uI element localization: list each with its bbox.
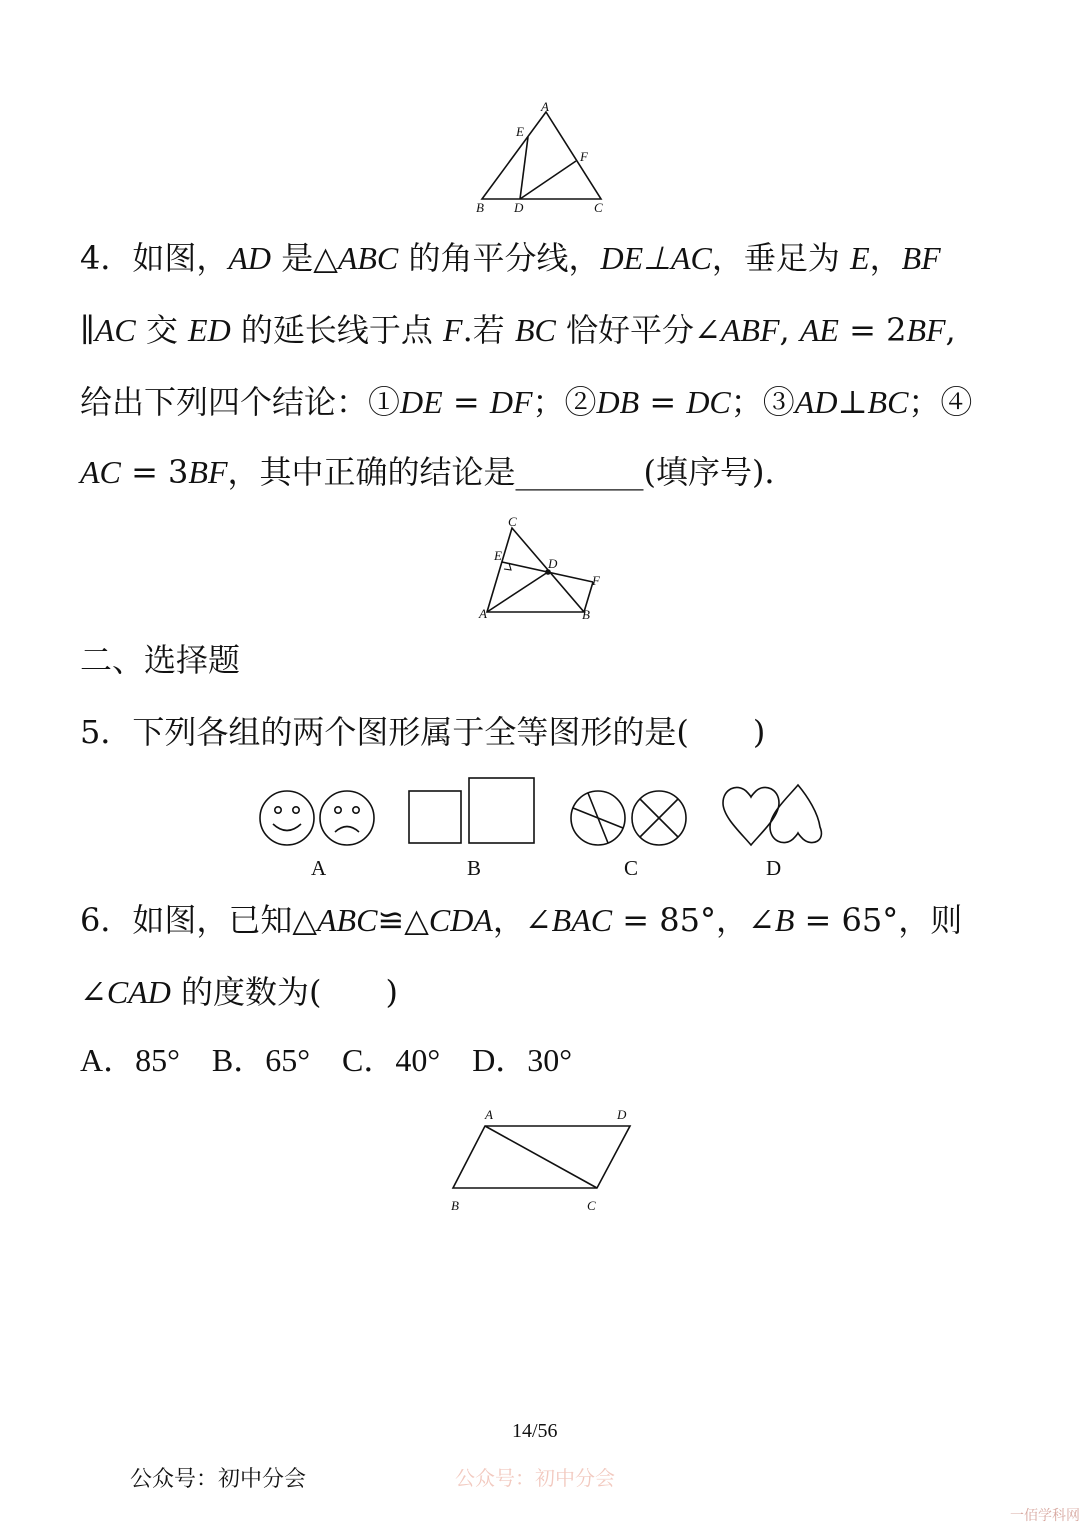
label-c: C [594, 200, 603, 215]
segment-df [520, 161, 576, 199]
inverted-heart-icon [770, 785, 821, 843]
footer-watermark: 公众号：初中分会 [455, 1466, 615, 1490]
option-label-d: D [766, 856, 782, 880]
q6-line-2: ∠CAD 的度数为( ) [80, 973, 398, 1011]
label-c: C [587, 1198, 596, 1213]
q4-line-3: 给出下列四个结论：①DE = DF；②DB = DC；③AD⊥BC；④ [80, 383, 973, 421]
label-a: A [485, 1107, 493, 1122]
diagonal-ac [485, 1126, 597, 1188]
label-c: C [508, 514, 517, 529]
label-d: D [617, 1107, 627, 1122]
option-b-squares [409, 778, 534, 843]
section-title: 二、选择题 [80, 641, 241, 679]
option-label-b: B [467, 856, 482, 880]
label-d: D [514, 200, 524, 215]
q6-line-1: 6．如图，已知△ABC≌△CDA，∠BAC = 85°，∠B = 65°，则 [80, 901, 963, 939]
q6-choices: A．85° B．65° C．40° D．30° [80, 1042, 573, 1078]
label-e: E [516, 124, 524, 139]
label-d: D [548, 556, 558, 571]
q5-options-figure [255, 775, 825, 850]
figure-q4 [475, 512, 610, 624]
q4-line-2: ∥AC 交 ED 的延长线于点 F.若 BC 恰好平分∠ABF, AE = 2BF, [80, 311, 956, 349]
label-a: A [479, 606, 487, 621]
page-number: 14/56 [512, 1420, 558, 1442]
label-f: F [592, 573, 600, 588]
corner-watermark: 一佰学科网 [1010, 1508, 1080, 1524]
label-b: B [451, 1198, 459, 1213]
footer-account-label: 公众号：初中分会 [130, 1467, 307, 1492]
figure-q6 [445, 1102, 640, 1218]
label-e: E [494, 548, 502, 563]
option-label-c: C [624, 856, 639, 880]
q4-line-4: AC = 3BF，其中正确的结论是________(填序号)． [80, 453, 797, 491]
heart-icon [723, 787, 779, 845]
segment-ad [487, 572, 548, 612]
label-b: B [582, 607, 590, 622]
q5-stem: 5．下列各组的两个图形属于全等图形的是( ) [80, 713, 766, 751]
small-square-icon [409, 791, 461, 843]
label-f: F [580, 149, 588, 164]
option-a-faces [260, 791, 374, 845]
q4-line-1: 4．如图，AD 是△ABC 的角平分线，DE⊥AC，垂足为 E，BF [80, 239, 941, 277]
label-b: B [476, 200, 484, 215]
option-d-hearts [723, 785, 821, 845]
figure-triangle-top [470, 98, 610, 218]
option-c-circles [571, 791, 686, 845]
large-square-icon [469, 778, 534, 843]
frowning-face-icon [320, 791, 374, 845]
label-a: A [541, 99, 549, 114]
smiling-face-icon [260, 791, 314, 845]
option-label-a: A [311, 856, 327, 880]
